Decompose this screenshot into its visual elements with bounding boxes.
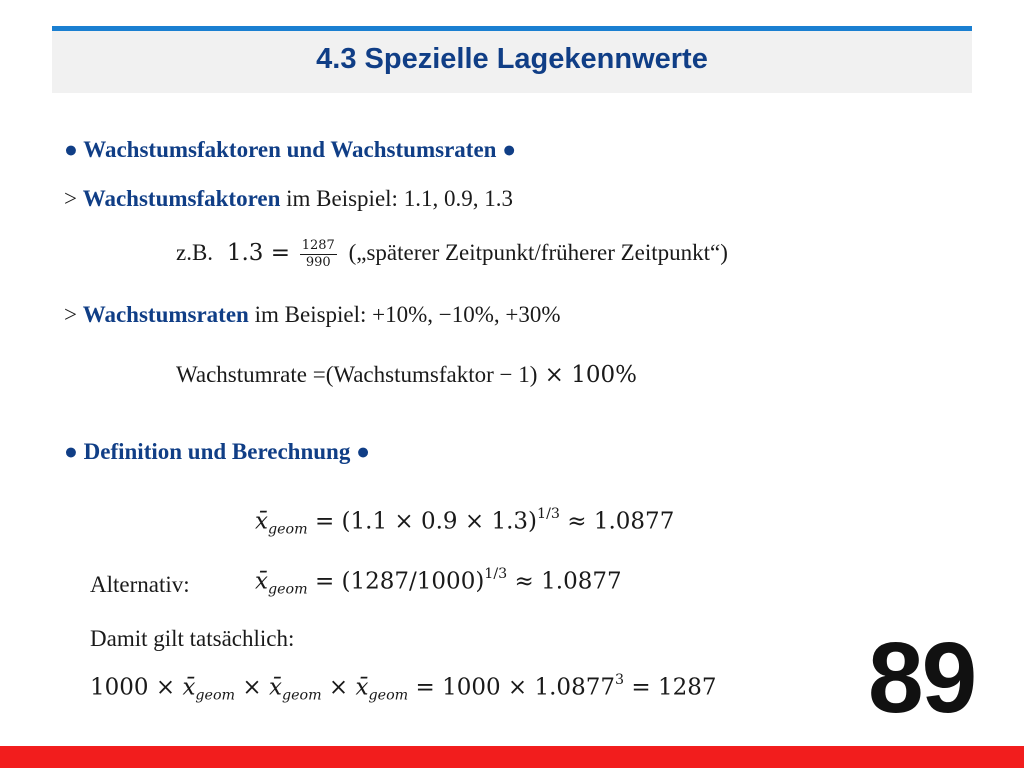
bullet-marker: > [64,302,83,327]
geom-subscript: geom [267,581,308,598]
x-bar-symbol: x̄ [182,674,196,701]
times-sign: × [235,674,269,701]
slide-title: 4.3 Spezielle Lagekennwerte [316,43,708,75]
example-fraction-line [176,238,728,271]
times-sign: × [321,674,356,701]
page-number: 89 [868,622,976,734]
geom-mean-formula-2 [255,566,622,598]
fraction-denominator: 990 [305,255,331,270]
header-bar [52,26,972,93]
f3-exponent: 3 [614,672,625,688]
alternative-label: Alternativ: [90,572,190,597]
formula1-exponent: 1/3 [537,506,560,522]
x-bar-symbol: x̄ [255,568,268,595]
growth-factors-term: Wachstumsfaktoren [82,186,281,211]
growth-rates-term: Wachstumsraten [82,302,249,327]
growth-factors-example: im Beispiel: 1.1, 0.9, 1.3 [280,186,513,211]
f3-end: = 1287 [624,674,717,701]
geom-subscript: geom [195,687,236,704]
growth-rates-line [64,302,561,328]
formula2-body: = (1287/1000) [307,568,485,595]
geom-subscript: geom [368,687,409,704]
growth-rates-example: im Beispiel: +10%, −10%, +30% [248,302,561,327]
example-prefix: z.B. [176,239,214,265]
growth-factors-line [64,186,513,212]
x-bar-symbol: x̄ [255,508,268,535]
section-heading-growth: ● Wachstumsfaktoren und Wachstumsraten ● [64,137,517,162]
formula-text: Wachstumrate =(Wachstumsfaktor − 1) [176,362,538,387]
geom-mean-formula-1 [255,506,674,538]
fraction [300,238,337,271]
x-bar-symbol: x̄ [355,674,369,701]
formula2-result: ≈ 1.0877 [507,568,622,595]
formula-tail: × 100% [537,362,638,388]
formula1-result: ≈ 1.0877 [559,508,675,535]
growth-rate-formula [176,362,637,388]
example-note: („späterer Zeitpunkt/früherer Zeitpunkt“) [348,239,728,265]
f3-mid: = 1000 × 1.0877 [408,674,615,701]
x-bar-symbol: x̄ [268,674,282,701]
example-lhs: 1.3 = [226,239,290,266]
formula2-exponent: 1/3 [484,566,508,582]
geom-subscript: geom [281,687,322,704]
fraction-numerator: 1287 [301,238,335,253]
bottom-bar [0,746,1024,768]
bullet-marker: > [64,186,83,211]
damit-text: Damit gilt tatsächlich: [90,626,295,651]
f3-start: 1000 × [90,674,183,701]
verification-formula [90,672,717,704]
formula1-body: = (1.1 × 0.9 × 1.3) [307,508,538,535]
section-heading-definition: ● Definition und Berechnung ● [64,439,370,464]
geom-subscript: geom [267,521,308,538]
